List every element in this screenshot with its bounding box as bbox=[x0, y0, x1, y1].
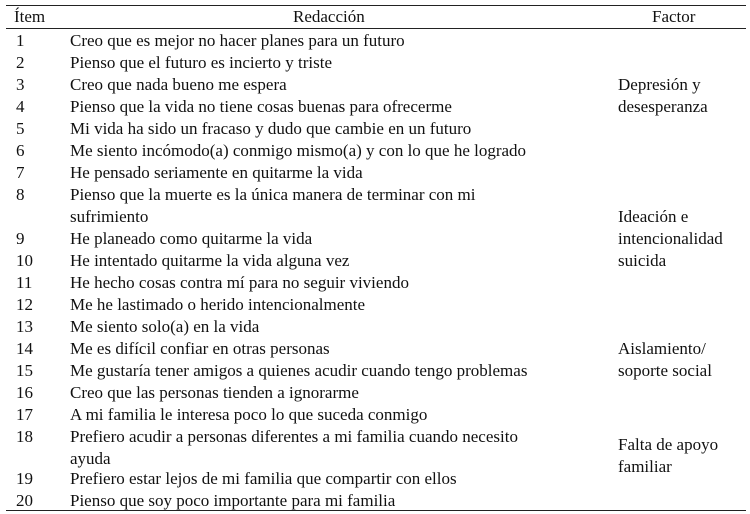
item-number: 13 bbox=[16, 317, 33, 336]
item-number: 10 bbox=[16, 251, 33, 270]
item-number: 7 bbox=[16, 163, 25, 182]
item-number: 11 bbox=[16, 273, 33, 292]
item-number: 4 bbox=[16, 97, 25, 116]
item-text: A mi familia le interesa poco lo que suceda conmigo bbox=[70, 405, 428, 424]
item-number: 19 bbox=[16, 469, 33, 488]
factor-label: familiar bbox=[618, 457, 672, 476]
item-text: Me siento solo(a) en la vida bbox=[70, 317, 260, 336]
item-text: Creo que es mejor no hacer planes para un futuro bbox=[70, 31, 405, 50]
item-number: 20 bbox=[16, 491, 33, 510]
header-rule bbox=[6, 28, 746, 29]
factor-label: Falta de apoyo bbox=[618, 435, 719, 454]
header-factor: Factor bbox=[652, 7, 696, 26]
item-number: 8 bbox=[16, 185, 25, 204]
item-text: He intentado quitarme la vida alguna vez bbox=[70, 251, 350, 270]
item-text: Creo que nada bueno me espera bbox=[70, 75, 287, 94]
item-text: Me he lastimado o herido intencionalmente bbox=[70, 295, 366, 314]
item-number: 2 bbox=[16, 53, 25, 72]
item-number: 3 bbox=[16, 75, 25, 94]
item-text: Me gustaría tener amigos a quienes acudir cuando tengo problemas bbox=[70, 361, 528, 380]
item-number: 17 bbox=[16, 405, 33, 424]
header-item: Ítem bbox=[14, 7, 46, 26]
factor-label: suicida bbox=[618, 251, 667, 270]
item-text: Me siento incómodo(a) conmigo mismo(a) y con lo que he logrado bbox=[70, 141, 527, 160]
item-number: 14 bbox=[16, 339, 33, 358]
factor-label: intencionalidad bbox=[618, 229, 723, 248]
item-text: Pienso que el futuro es incierto y triste bbox=[70, 53, 333, 72]
item-number: 12 bbox=[16, 295, 33, 314]
item-number: 1 bbox=[16, 31, 25, 50]
item-number: 15 bbox=[16, 361, 33, 380]
item-number: 18 bbox=[16, 427, 33, 446]
item-number: 6 bbox=[16, 141, 25, 160]
item-number: 9 bbox=[16, 229, 25, 248]
item-text: Prefiero estar lejos de mi familia que compartir con ellos bbox=[70, 469, 457, 488]
item-text: Pienso que soy poco importante para mi familia bbox=[70, 491, 396, 510]
item-text: He hecho cosas contra mí para no seguir viviendo bbox=[70, 273, 409, 292]
item-text: Mi vida ha sido un fracaso y dudo que cambie en un futuro bbox=[70, 119, 472, 138]
factor-label: desesperanza bbox=[618, 97, 708, 116]
item-text: Creo que las personas tienden a ignorarme bbox=[70, 383, 359, 402]
item-text: Pienso que la vida no tiene cosas buenas para ofrecerme bbox=[70, 97, 452, 116]
item-text: He pensado seriamente en quitarme la vida bbox=[70, 163, 363, 182]
item-text: Me es difícil confiar en otras personas bbox=[70, 339, 330, 358]
item-text: sufrimiento bbox=[70, 207, 149, 226]
item-text: Pienso que la muerte es la única manera de terminar con mi bbox=[70, 185, 476, 204]
header-text: Redacción bbox=[293, 7, 365, 26]
item-number: 16 bbox=[16, 383, 33, 402]
factor-label: Aislamiento/ bbox=[618, 339, 706, 358]
top-rule bbox=[6, 5, 746, 6]
item-number: 5 bbox=[16, 119, 25, 138]
item-text: Prefiero acudir a personas diferentes a mi familia cuando necesito bbox=[70, 427, 518, 446]
factor-label: Ideación e bbox=[618, 207, 689, 226]
factor-label: Depresión y bbox=[618, 75, 701, 94]
item-text: ayuda bbox=[70, 449, 111, 468]
factor-label: soporte social bbox=[618, 361, 712, 380]
item-text: He planeado como quitarme la vida bbox=[70, 229, 313, 248]
